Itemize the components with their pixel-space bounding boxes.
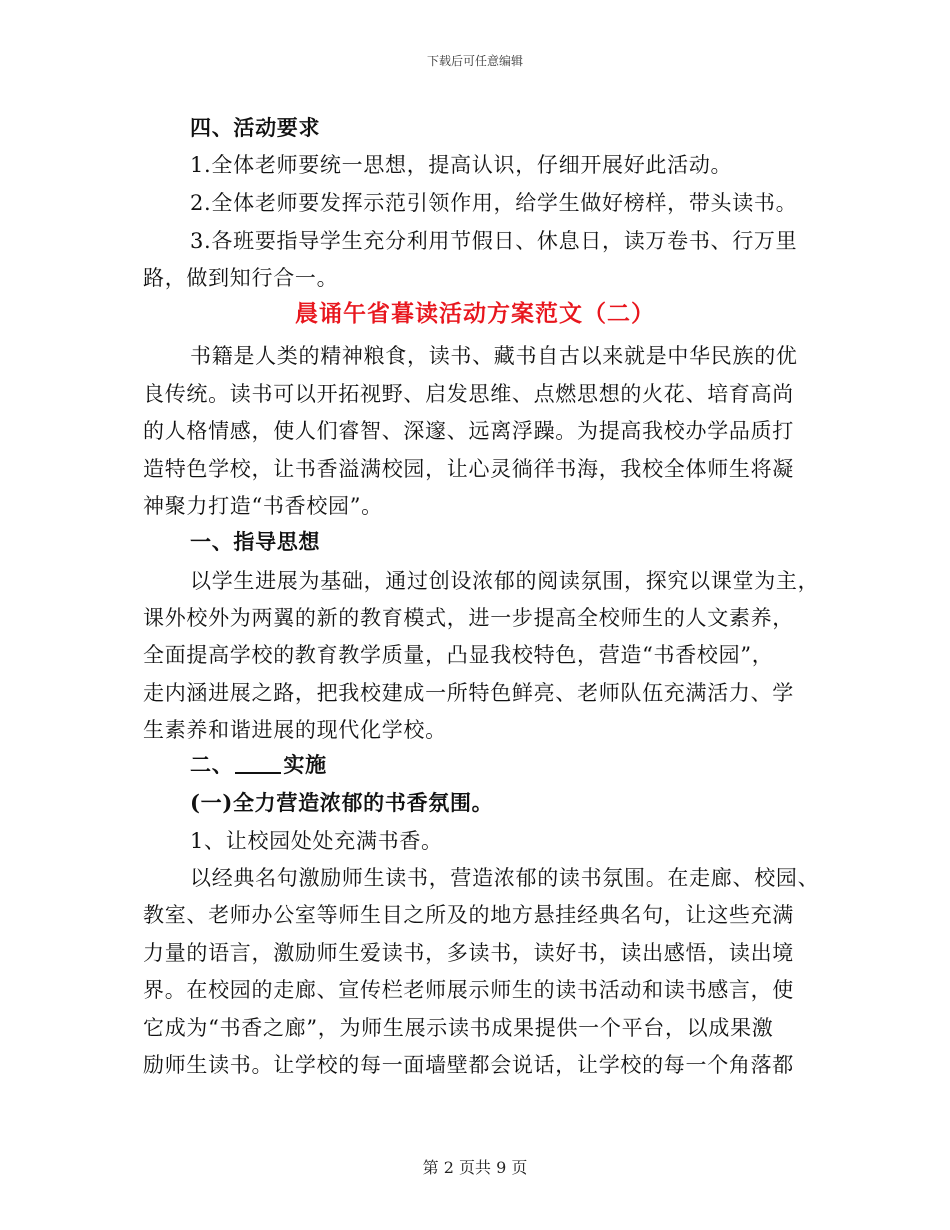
page-footer-number: 第 2 页共 9 页 bbox=[422, 1158, 528, 1177]
section2-line-6: 励师生读书。让学校的每一面墙壁都会说话，让学校的每一个角落都 bbox=[143, 1053, 794, 1077]
section2-heading-suffix: 实施 bbox=[283, 752, 327, 777]
section1-line-4: 走内涵进展之路，把我校建成一所特色鲜亮、老师队伍充满活力、学 bbox=[143, 681, 794, 705]
section1-line-1: 以学生进展为基础，通过创设浓郁的阅读氛围，探究以课堂为主， bbox=[190, 569, 820, 593]
section4-item-3: 3.各班要指导学生充分利用节假日、休息日，读万卷书、行万里 bbox=[190, 229, 798, 253]
section4-heading: 四、活动要求 bbox=[190, 115, 321, 140]
section2-heading-prefix: 二、 bbox=[190, 752, 234, 777]
section2-item-1: 1、让校园处处充满书香。 bbox=[190, 829, 443, 853]
intro-line-5: 神聚力打造“书香校园”。 bbox=[143, 494, 383, 518]
section2-heading bbox=[190, 750, 810, 780]
section1-line-5: 生素养和谐进展的现代化学校。 bbox=[143, 718, 447, 742]
section4-item-1: 1.全体老师要统一思想，提高认识，仔细开展好此活动。 bbox=[190, 153, 733, 177]
intro-line-2: 良传统。读书可以开拓视野、启发思维、点燃思想的火花、培育高尚 bbox=[143, 382, 794, 406]
document-title: 晨诵午省暮读活动方案范文（二） bbox=[295, 300, 655, 327]
section2-line-1: 以经典名句激励师生读书，营造浓郁的读书氛围。在走廊、校园、 bbox=[190, 866, 820, 890]
section1-line-2: 课外校外为两翼的新的教育模式，进一步提高全校师生的人文素养， bbox=[143, 606, 794, 630]
section2-line-4: 界。在校园的走廊、宣传栏老师展示师生的读书活动和读书感言，使 bbox=[143, 978, 794, 1002]
intro-line-3: 的人格情感，使人们睿智、深邃、远离浮躁。为提高我校办学品质打 bbox=[143, 419, 794, 443]
page-header-note: 下载后可任意编辑 bbox=[426, 54, 523, 68]
blank-underline bbox=[235, 752, 281, 774]
section4-item-3-cont: 路，做到知行合一。 bbox=[143, 266, 339, 290]
section2-subheading: (一)全力营造浓郁的书香氛围。 bbox=[190, 790, 494, 815]
intro-line-1: 书籍是人类的精神粮食，读书、藏书自古以来就是中华民族的优 bbox=[190, 344, 798, 368]
section1-heading: 一、指导思想 bbox=[190, 529, 321, 554]
section4-item-2: 2.全体老师要发挥示范引领作用，给学生做好榜样，带头读书。 bbox=[190, 191, 798, 215]
section2-line-3: 力量的语言，激励师生爱读书，多读书，读好书，读出感悟，读出境 bbox=[143, 941, 794, 965]
section2-line-5: 它成为“书香之廊”，为师生展示读书成果提供一个平台，以成果激 bbox=[143, 1016, 774, 1040]
section1-line-3: 全面提高学校的教育教学质量，凸显我校特色，营造“书香校园”， bbox=[143, 643, 774, 667]
section2-line-2: 教室、老师办公室等师生目之所及的地方悬挂经典名句，让这些充满 bbox=[143, 903, 794, 927]
intro-line-4: 造特色学校，让书香溢满校园，让心灵徜徉书海，我校全体师生将凝 bbox=[143, 457, 794, 481]
